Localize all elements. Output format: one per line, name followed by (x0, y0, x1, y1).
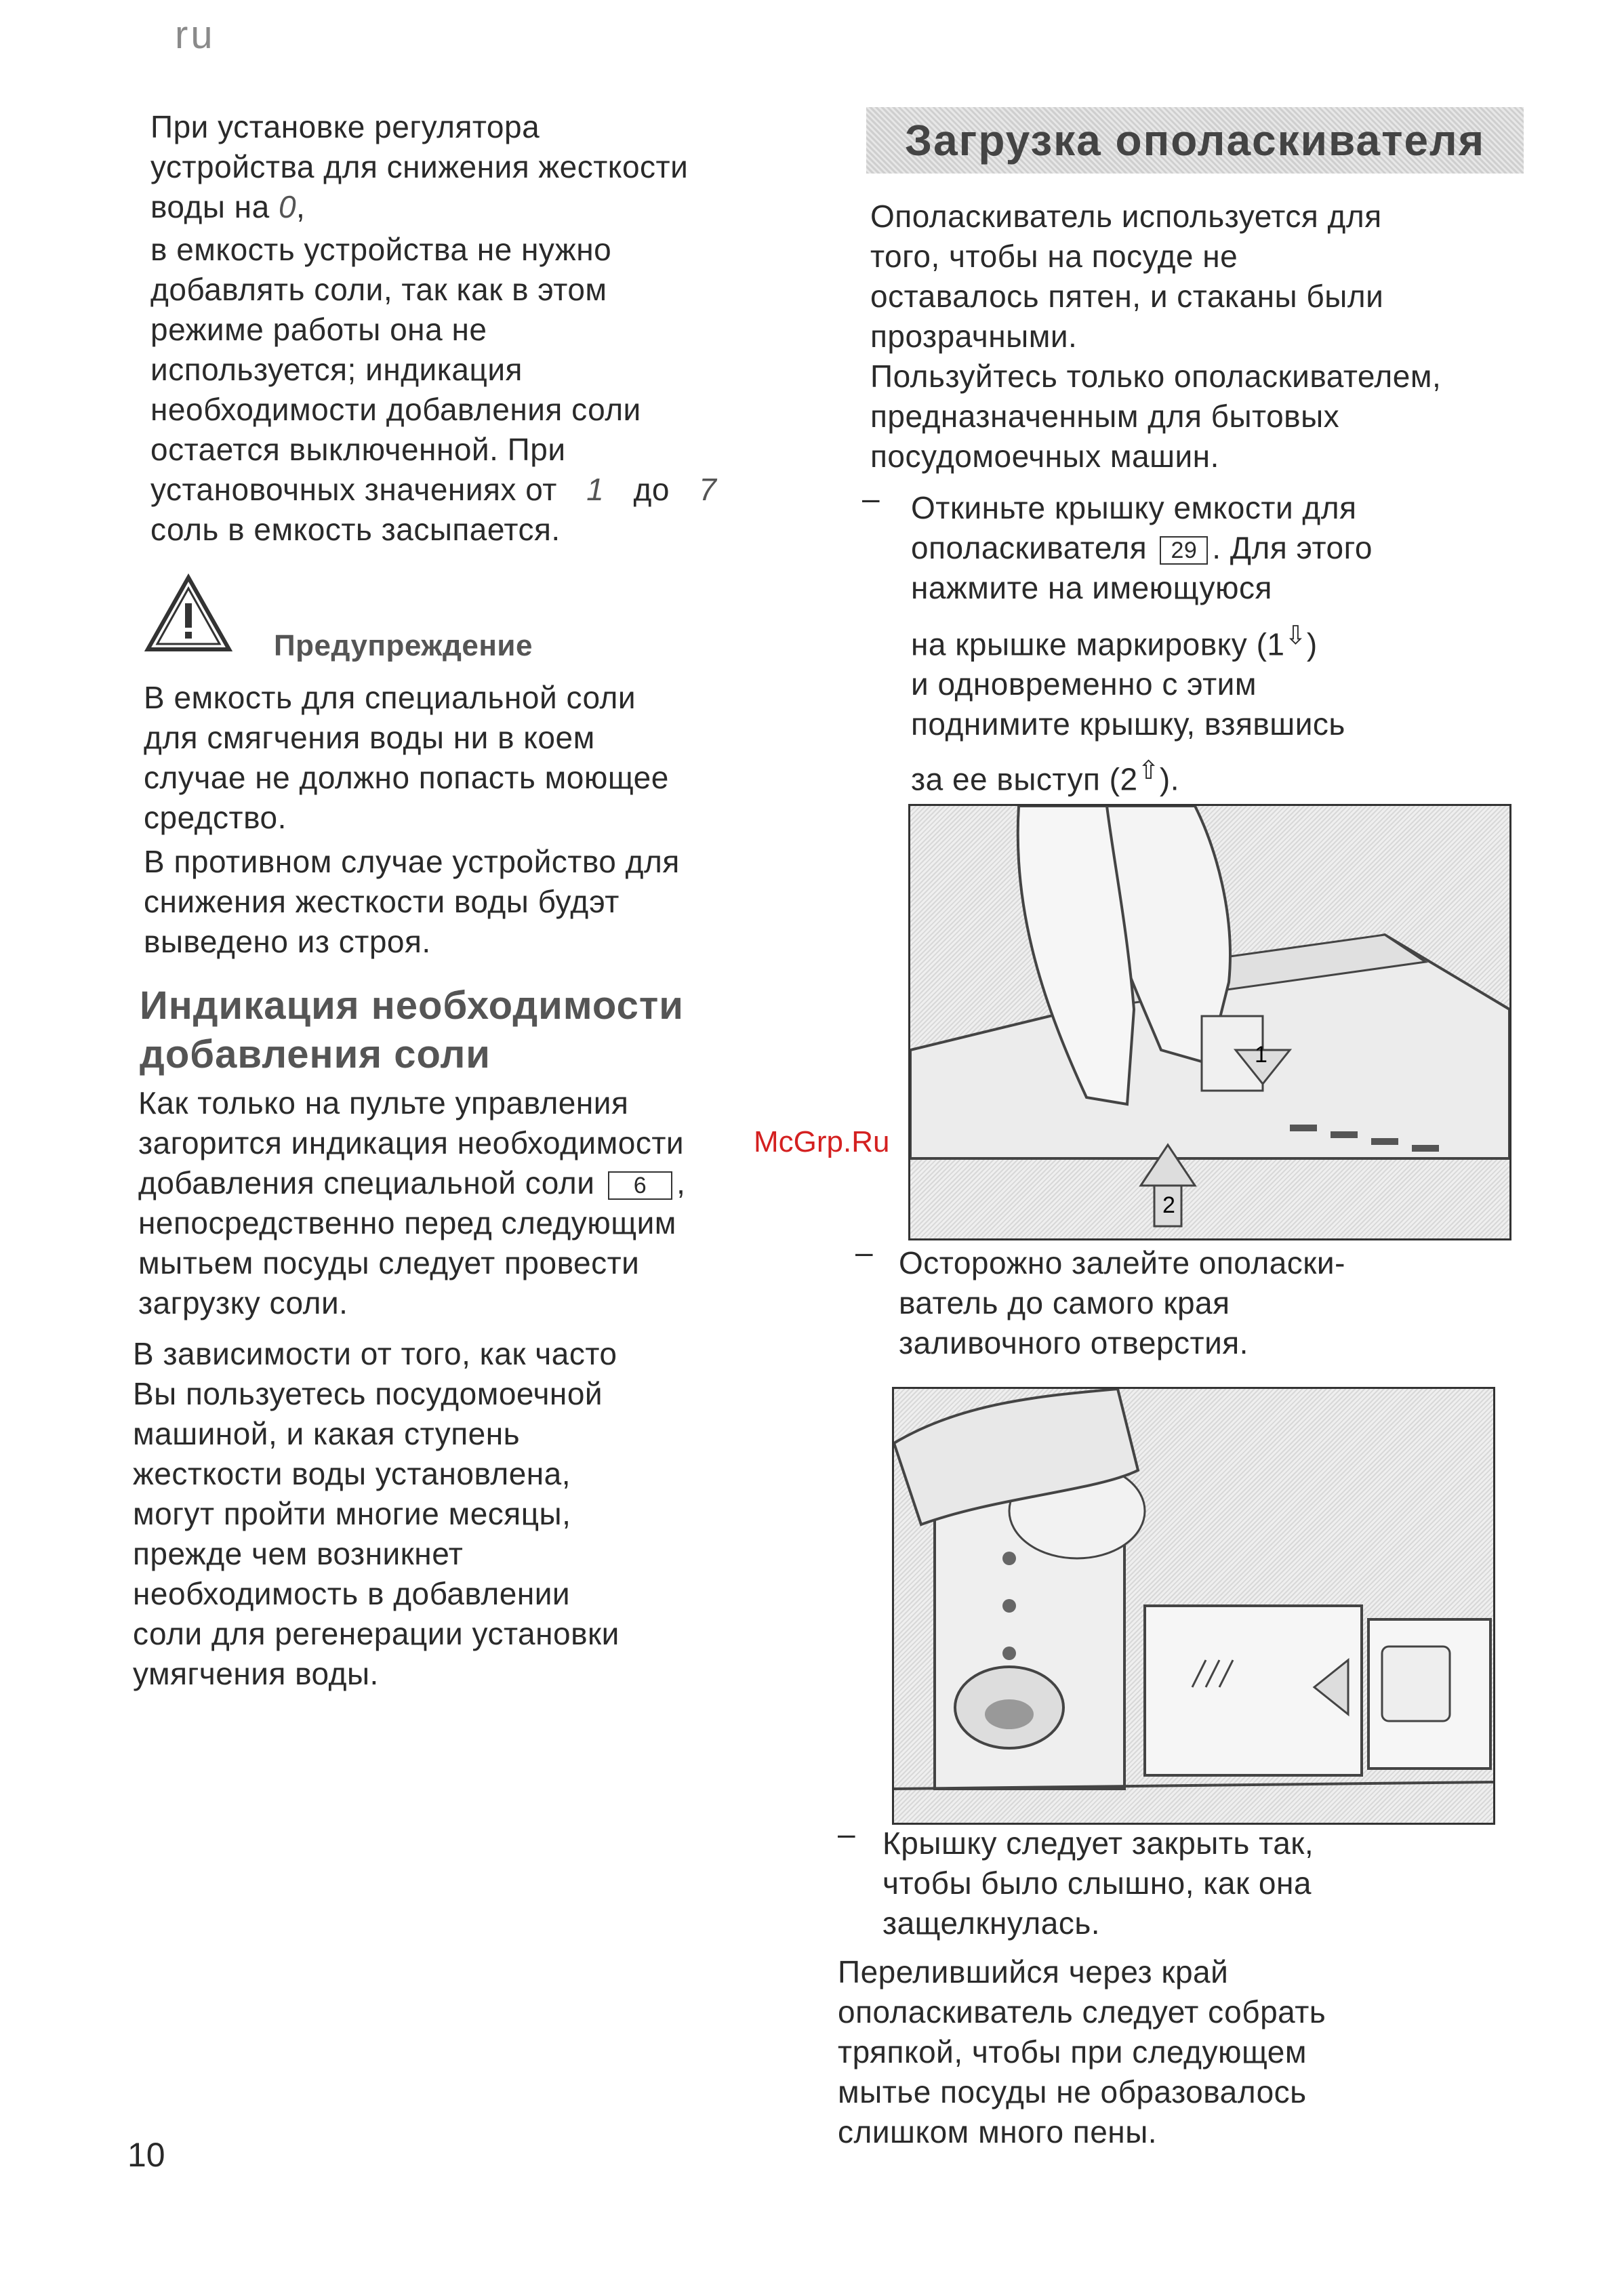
text-line: Как только на пульте управления (138, 1085, 629, 1120)
rinse-intro (870, 197, 1441, 477)
text-line: При установке регулятора (150, 109, 540, 144)
text-line: загорится индикация необходимости (138, 1125, 685, 1160)
text-line: предназначенным для бытовых (870, 399, 1340, 434)
arrow-up-icon: ⇧ (1137, 756, 1160, 786)
rinse-outro (838, 1952, 1326, 2152)
section-heading-salt-indicator (140, 982, 684, 1079)
figure-label-2: 2 (1162, 1192, 1175, 1218)
heading-line: Индикация необходимости (140, 984, 684, 1028)
language-code: ru (175, 13, 216, 57)
text-line: посудомоечных машин. (870, 439, 1219, 474)
salt-text (138, 1083, 685, 1323)
text-line: Крышку следует закрыть так, (882, 1825, 1314, 1861)
heading-line: добавления соли (140, 1032, 491, 1076)
text-line: случае не должно попасть моющее (144, 760, 669, 795)
step-fill-rinse (899, 1243, 1345, 1363)
page-number: 10 (127, 2136, 165, 2174)
text-line: защелкнулась. (882, 1905, 1101, 1941)
text-line: ополаскиватель следует собрать (838, 1994, 1326, 2029)
step-close-lid (882, 1823, 1314, 1943)
figure-open-rinse-lid (908, 804, 1511, 1240)
text-line: соли для регенерации установки (133, 1616, 620, 1651)
text-line: соль в емкость засыпается. (150, 512, 561, 547)
list-dash: – (838, 1816, 855, 1851)
warning-icon (144, 573, 233, 653)
text-line: поднимите крышку, взявшись (911, 706, 1345, 742)
text-line: Пользуйтесь только ополаскивателем, (870, 359, 1442, 394)
text-line: необходимости добавления соли (150, 392, 641, 427)
text-line: непосредственно перед следующим (138, 1205, 676, 1240)
text-line: устройства для снижения жесткости (150, 149, 689, 184)
text-line: необходимость в добавлении (133, 1576, 571, 1611)
text-line: Откиньте крышку емкости для (911, 490, 1357, 525)
reference-number-box: 6 (608, 1171, 672, 1200)
text-line: мытьем посуды следует провести (138, 1245, 640, 1280)
text-line: установочных значениях от 1 до 7 (150, 472, 717, 507)
list-dash: – (862, 481, 880, 516)
text-line: для смягчения воды ни в коем (144, 720, 595, 755)
text-line: чтобы было слышно, как она (882, 1865, 1312, 1901)
display-digit: 7 (699, 472, 717, 507)
text-line: В противном случае устройство для (144, 844, 680, 879)
watermark: McGrp.Ru (754, 1125, 890, 1158)
step-open-lid (911, 488, 1373, 800)
text-line: нажмите на имеющуюся (911, 570, 1272, 605)
text-line: остается выключенной. При (150, 432, 566, 467)
text-line: средство. (144, 800, 287, 835)
text-line: умягчения воды. (133, 1656, 379, 1691)
arrow-down-icon: ⇩ (1284, 622, 1307, 650)
text-line: загрузку соли. (138, 1285, 348, 1320)
text-line: прозрачными. (870, 319, 1078, 354)
text-line: на крышке маркировку (1⇩) (911, 616, 1373, 664)
months-text (133, 1334, 620, 1694)
text-line: воды на 0, (150, 189, 306, 224)
warning-label: Предупреждение (274, 629, 533, 662)
left-intro (150, 107, 716, 550)
text-line: ополаскивателя 29 . Для этого (911, 530, 1373, 565)
text-line: добавлять соли, так как в этом (150, 272, 607, 307)
display-digit: 1 (586, 472, 605, 507)
text-line: ватель до самого края (899, 1285, 1230, 1320)
text-line: за ее выступ (2⇧). (911, 751, 1373, 799)
text-line: Перелившийся через край (838, 1954, 1229, 1989)
reference-number-box: 29 (1160, 536, 1208, 565)
text-line: В зависимости от того, как часто (133, 1336, 617, 1371)
figure-label-1: 1 (1255, 1042, 1267, 1068)
text-line: режиме работы она не (150, 312, 487, 347)
figure-fill-rinse-aid-drawing (894, 1389, 1493, 1823)
text-line: мытье посуды не образовалось (838, 2074, 1307, 2109)
text-line: используется; индикация (150, 352, 523, 387)
text-line: Вы пользуетесь посудомоечной (133, 1376, 603, 1411)
text-line: выведено из строя. (144, 924, 431, 959)
warning-text (144, 678, 680, 962)
text-line: добавления специальной соли 6 , (138, 1165, 686, 1200)
text-line: оставалось пятен, и стаканы были (870, 279, 1384, 314)
text-line: слишком много пены. (838, 2114, 1158, 2149)
figure-open-rinse-lid-drawing (910, 806, 1509, 1238)
section-title: Загрузка ополаскивателя (904, 116, 1486, 165)
text-line: жесткости воды установлена, (133, 1456, 571, 1491)
list-dash: – (855, 1234, 873, 1270)
text-line: могут пройти многие месяцы, (133, 1496, 571, 1531)
figure-fill-rinse-aid (892, 1387, 1495, 1825)
display-digit: 0 (278, 189, 297, 224)
text-line: прежде чем возникнет (133, 1536, 464, 1571)
text-line: машиной, и какая ступень (133, 1416, 521, 1451)
text-line: Осторожно залейте ополаски- (899, 1245, 1345, 1280)
text-line: того, чтобы на посуде не (870, 239, 1238, 274)
text-line: в емкость устройства не нужно (150, 232, 612, 267)
text-line: В емкость для специальной соли (144, 680, 636, 715)
text-line: заливочного отверстия. (899, 1325, 1249, 1360)
text-line: снижения жесткости воды будэт (144, 884, 620, 919)
section-title-band (866, 107, 1524, 174)
text-line: и одновременно с этим (911, 666, 1257, 702)
text-line: тряпкой, чтобы при следующем (838, 2034, 1307, 2069)
text-line: Ополаскиватель используется для (870, 199, 1382, 234)
